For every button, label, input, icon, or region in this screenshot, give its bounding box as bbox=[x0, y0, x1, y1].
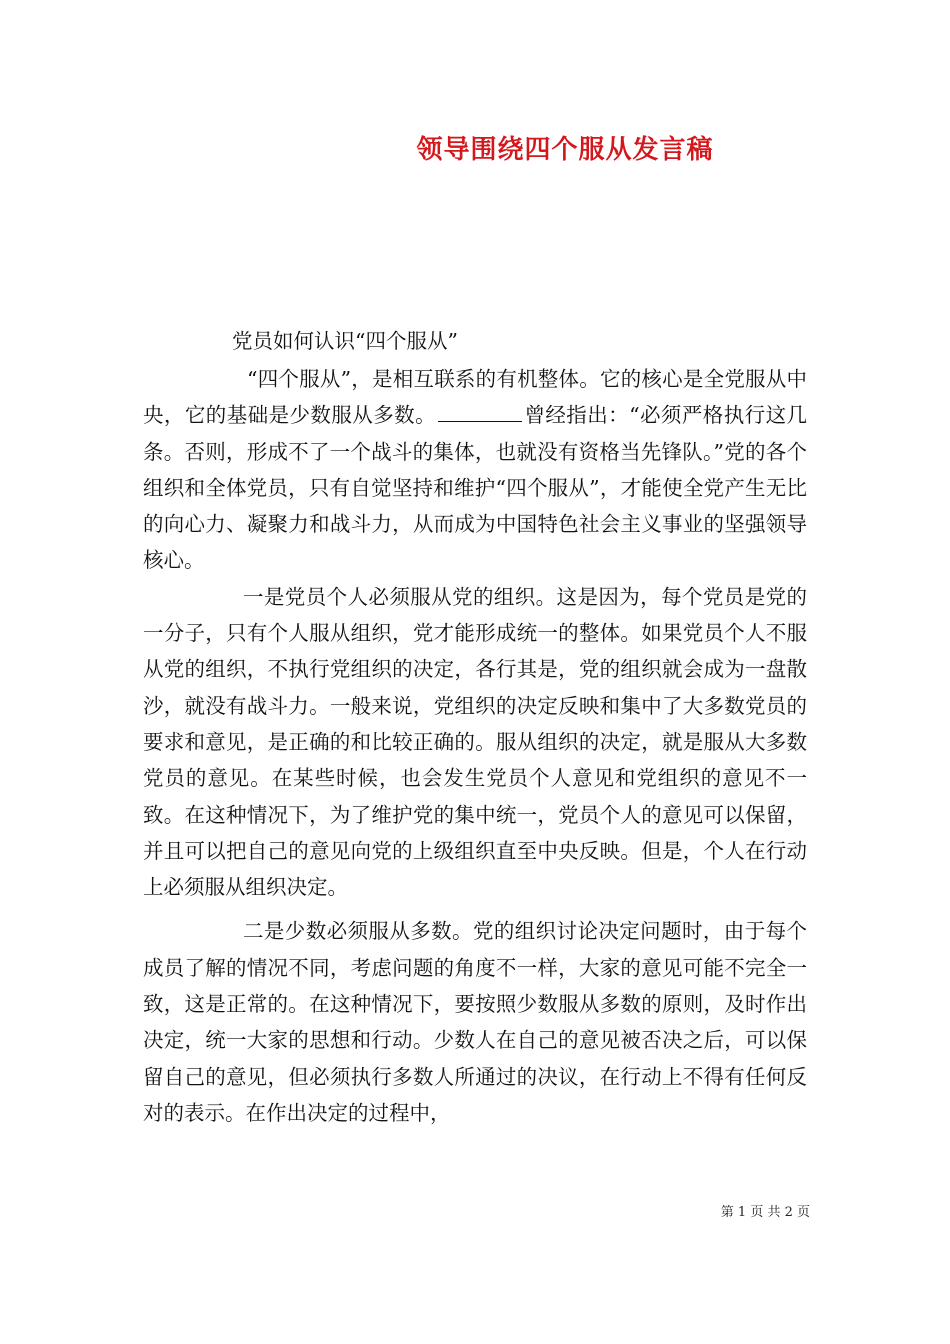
document-title: 领导围绕四个服从发言稿 bbox=[416, 135, 714, 165]
page-number-footer: 第 1 页 共 2 页 bbox=[720, 1205, 810, 1220]
body-text bbox=[143, 361, 807, 1131]
paragraph-two: 二是少数必须服从多数。党的组织讨论决定问题时，由于每个成员了解的情况不同，考虑问题的角度不一样，大家的意见可能不完全一致，这是正常的。在这种情况下，要按照少数服从多数的原则，及时作出决定，统一大家的思想和行动。少数人在自己的意见被否决之后，可以保留自己的意见，但必须执行多数人所通过的决议，在行动上不得有任何反对的表示。在作出决定的过程中， bbox=[143, 919, 807, 1125]
paragraph-intro-text-after-blank: 曾经指出：“必须严格执行这几条。否则，形成不了一个战斗的集体，也就没有资格当先锋队。”党的各个组织和全体党员，只有自觉坚持和维护“四个服从”，才能使全党产生无比的向心力、凝聚力和战斗力，从而成为中国特色社会主义事业的坚强领导核心。 bbox=[143, 403, 808, 573]
paragraph-one: 一是党员个人必须服从党的组织。这是因为，每个党员是党的一分子，只有个人服从组织，党才能形成统一的整体。如果党员个人不服从党的组织，不执行党组织的决定，各行其是，党的组织就会成为一盘散沙，就没有战斗力。一般来说，党组织的决定反映和集中了大多数党员的要求和意见，是正确的和比较正确的。服从组织的决定，就是服从大多数党员的意见。在某些时候，也会发生党员个人意见和党组织的意见不一致。在这种情况下，为了维护党的集中统一，党员个人的意见可以保留，并且可以把自己的意见向党的上级组织直至中央反映。但是，个人在行动上必须服从组织决定。 bbox=[143, 584, 807, 900]
paragraph-intro bbox=[143, 361, 807, 579]
redacted-name-blank bbox=[438, 403, 522, 422]
section-heading: 党员如何认识“四个服从” bbox=[232, 329, 458, 353]
paragraph-intro-text-before-blank: “四个服从”，是相互联系的有机整体。它的核心是全党服从中央，它的基础是少数服从多数。 bbox=[143, 367, 807, 428]
